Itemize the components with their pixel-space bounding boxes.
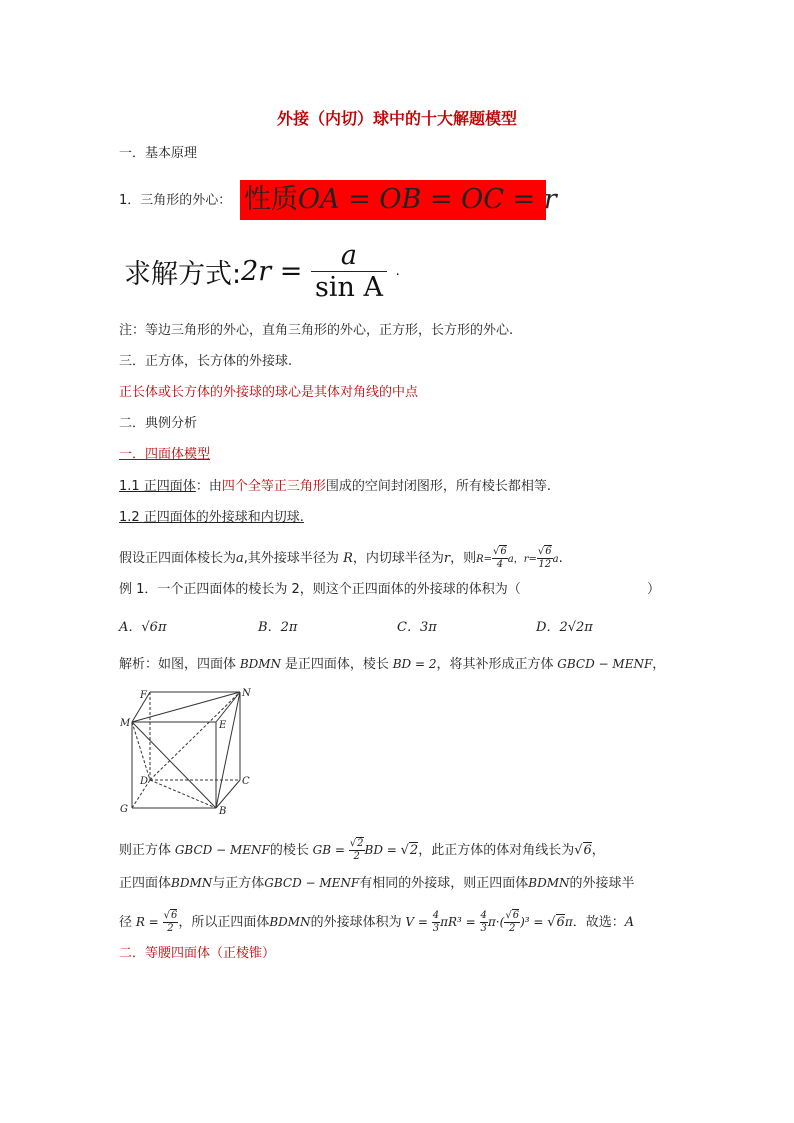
section-tetrahedron-model: 一．四面体模型	[119, 447, 211, 462]
assume-a: 假设正四面体棱长为	[119, 551, 237, 566]
solve-period: .	[395, 264, 400, 279]
triangle-circumcenter-label: 1．三角形的外心：	[119, 193, 232, 208]
document-title: 外接（内切）球中的十大解题模型	[276, 109, 517, 128]
property-label: 性质	[244, 184, 298, 215]
section-examples: 二．典例分析	[119, 416, 198, 431]
para-1-1-tail: 围成的空间封闭图形，所有棱长都相等.	[325, 479, 551, 494]
edge-db	[150, 780, 216, 808]
example-1: 例 1．一个正四面体的棱长为 2，则这个正四面体的外接球的体积为（	[119, 582, 521, 597]
example-1-close: ）	[647, 582, 661, 597]
option-a: A．√6π	[119, 620, 167, 635]
solve-formula	[124, 240, 400, 310]
label-m: M	[120, 718, 131, 729]
label-e: E	[219, 720, 227, 731]
property-formula: OA = OB = OC = r	[298, 184, 557, 215]
assume-d: ，则	[450, 551, 477, 566]
edge-nb	[216, 692, 240, 808]
assume-line: 假设正四面体棱长为a,其外接球半径为 R，内切球半径为r，则R= $\frac{√6}{4}$ a，r= $\frac{√6}{12}$ a.	[119, 546, 563, 570]
edge-dn	[150, 692, 240, 780]
para-1-1-head: 1.1 正四面体	[119, 479, 196, 494]
assume-c: ，内切球半径为	[352, 551, 444, 566]
label-c: C	[242, 776, 250, 787]
answer: A	[624, 915, 635, 930]
edge-bc	[216, 780, 240, 808]
option-c: C．3π	[397, 620, 437, 635]
cube-figure	[112, 684, 262, 816]
solve-numerator: a	[311, 240, 387, 272]
red-note-center: 正长体或长方体的外接球的球心是其体对角线的中点	[119, 385, 419, 400]
para-1-1-mid: ：由	[195, 479, 222, 494]
label-d: D	[140, 776, 149, 787]
assume-b: 其外接球半径为	[247, 551, 339, 566]
solve-fraction	[311, 240, 387, 303]
option-d: D．2√2π	[536, 620, 593, 635]
section-basic-principles: 一．基本原理	[119, 146, 198, 161]
radius-line: 径 R = $\frac{√6}{2}$ ，所以正四面体BDMN的外接球体积为 V = $\frac{4}{3}$ πR³ = $\frac{4}{3}$ π·( $\frac{√6}{2}$ )³ = √6π．故选：A	[119, 910, 635, 934]
label-g: G	[120, 804, 128, 815]
para-1-1-red: 四个全等正三角形	[221, 479, 326, 494]
para-1-2: 1.2 正四面体的外接球和内切球.	[119, 510, 304, 525]
edge-mn	[132, 692, 240, 722]
para-1-1	[119, 479, 551, 495]
label-b: B	[219, 806, 227, 816]
solve-lhs: 2r =	[241, 256, 303, 287]
label-n: N	[242, 688, 251, 699]
note-circumcenters: 注：等边三角形的外心，直角三角形的外心，正方形，长方形的外心.	[119, 323, 514, 338]
label-f: F	[140, 690, 147, 701]
option-b: B．2π	[258, 620, 298, 635]
analysis-line: 解析：如图，四面体 BDMN 是正四面体，棱长 BD = 2，将其补形成正方体 GBCD − MENF，	[119, 657, 666, 672]
property-box	[240, 180, 557, 220]
edge-mb	[132, 722, 216, 808]
solve-label: 求解方式:	[124, 259, 242, 290]
same-sphere-line: 正四面体BDMN与正方体GBCD − MENF有相同的外接球，则正四面体BDMN的外接球半	[119, 876, 635, 891]
solve-denominator: sin A	[315, 272, 383, 303]
section-cube-cuboid: 三．正方体，长方体的外接球.	[119, 354, 293, 369]
section-isosceles-tetrahedron: 二．等腰四面体（正棱锥）	[119, 946, 276, 961]
cube-edge-line: 则正方体 GBCD − MENF的棱长 GB = $\frac{√2}{2}$ BD = √2，此正方体的体对角线长为√6，	[119, 838, 605, 862]
